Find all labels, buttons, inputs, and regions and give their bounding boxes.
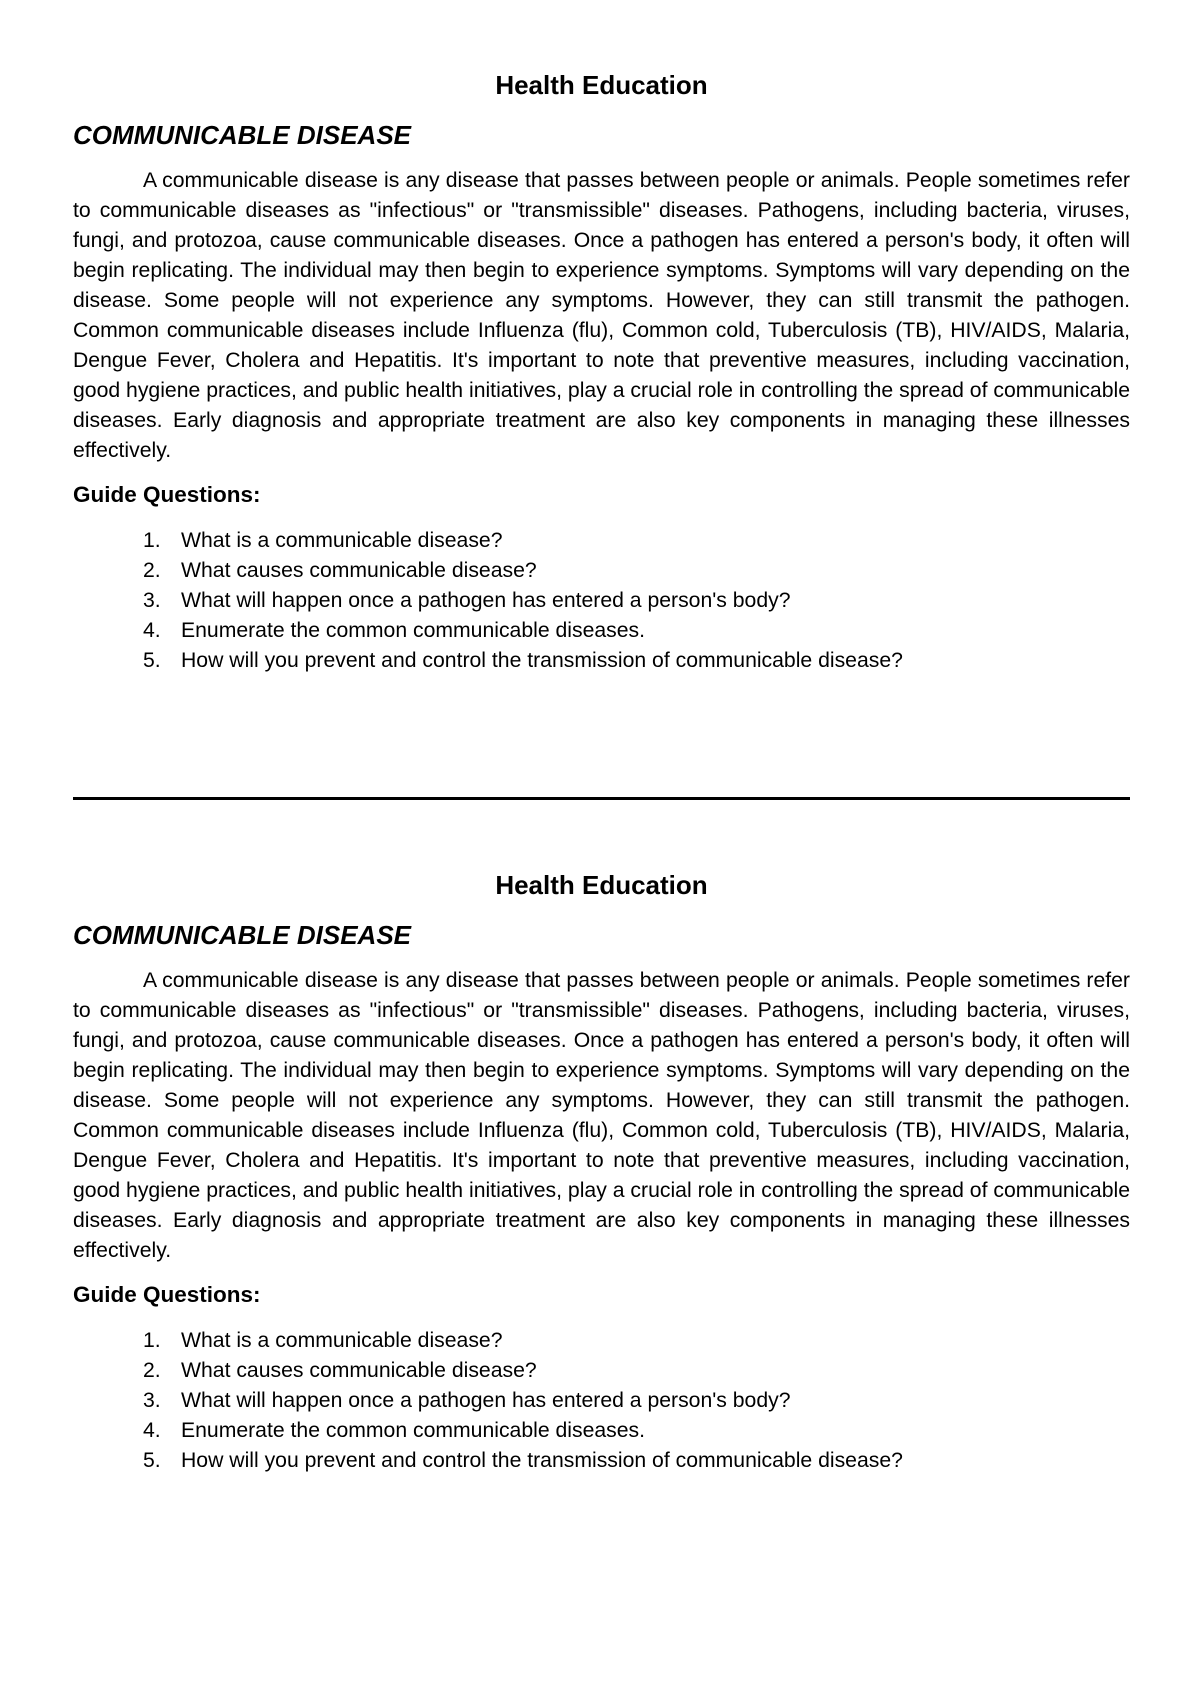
question-text: What causes communicable disease? [181,559,537,582]
document-title: Health Education [495,870,708,900]
question-text: What will happen once a pathogen has entered a person's body? [181,1389,791,1412]
question-item [73,1386,1130,1416]
question-item [73,586,1130,616]
question-number: 4. [143,619,161,642]
guide-questions-heading: Guide Questions: [73,1282,261,1307]
body-paragraph: A communicable disease is any disease that passes between people or animals. People sometimes refer to communicable diseases as "infectious" or "transmissible" diseases. Pathogens, including bacteria, viruses, fungi, and protozoa, cause communicable diseases. Once a pathogen has entered a person's body, it often will begin replicating. The individual may then begin to experience symptoms. Symptoms will vary depending on the disease. Some people will not experience any symptoms. However, they can still transmit the pathogen. Common communicable diseases include Influenza (flu), Common cold, Tuberculosis (TB), HIV/AIDS, Malaria, Dengue Fever, Cholera and Hepatitis. It's important to note that preventive measures, including vaccination, good hygiene practices, and public health initiatives, play a crucial role in controlling the spread of communicable diseases. Early diagnosis and appropriate treatment are also key components in managing these illnesses effectively. [73,169,1130,462]
topic-heading: COMMUNICABLE DISEASE [73,920,412,950]
question-item [73,556,1130,586]
question-number: 2. [143,1359,161,1382]
question-number: 5. [143,1449,161,1472]
question-number: 5. [143,649,161,672]
question-item [73,1416,1130,1446]
question-text: Enumerate the common communicable diseases. [181,619,645,642]
handout-section-2 [73,870,1130,1476]
question-text: What will happen once a pathogen has entered a person's body? [181,589,791,612]
question-number: 1. [143,529,161,552]
question-text: What causes communicable disease? [181,1359,537,1382]
guide-questions-list [73,526,1130,676]
guide-questions-list [73,1326,1130,1476]
question-number: 2. [143,559,161,582]
question-item [73,1356,1130,1386]
question-item [73,616,1130,646]
question-item [73,646,1130,676]
question-text: How will you prevent and control the transmission of communicable disease? [181,1449,903,1472]
question-item [73,526,1130,556]
question-text: What is a communicable disease? [181,1329,503,1352]
question-text: What is a communicable disease? [181,529,503,552]
document-title: Health Education [495,70,708,100]
topic-heading: COMMUNICABLE DISEASE [73,120,412,150]
body-paragraph: A communicable disease is any disease that passes between people or animals. People sometimes refer to communicable diseases as "infectious" or "transmissible" diseases. Pathogens, including bacteria, viruses, fungi, and protozoa, cause communicable diseases. Once a pathogen has entered a person's body, it often will begin replicating. The individual may then begin to experience symptoms. Symptoms will vary depending on the disease. Some people will not experience any symptoms. However, they can still transmit the pathogen. Common communicable diseases include Influenza (flu), Common cold, Tuberculosis (TB), HIV/AIDS, Malaria, Dengue Fever, Cholera and Hepatitis. It's important to note that preventive measures, including vaccination, good hygiene practices, and public health initiatives, play a crucial role in controlling the spread of communicable diseases. Early diagnosis and appropriate treatment are also key components in managing these illnesses effectively. [73,969,1130,1262]
question-number: 3. [143,1389,161,1412]
question-number: 3. [143,589,161,612]
question-number: 4. [143,1419,161,1442]
question-text: Enumerate the common communicable diseases. [181,1419,645,1442]
handout-section-1 [73,70,1130,676]
question-number: 1. [143,1329,161,1352]
section-divider [73,797,1130,800]
question-item [73,1326,1130,1356]
guide-questions-heading: Guide Questions: [73,482,261,507]
question-item [73,1446,1130,1476]
question-text: How will you prevent and control the transmission of communicable disease? [181,649,903,672]
